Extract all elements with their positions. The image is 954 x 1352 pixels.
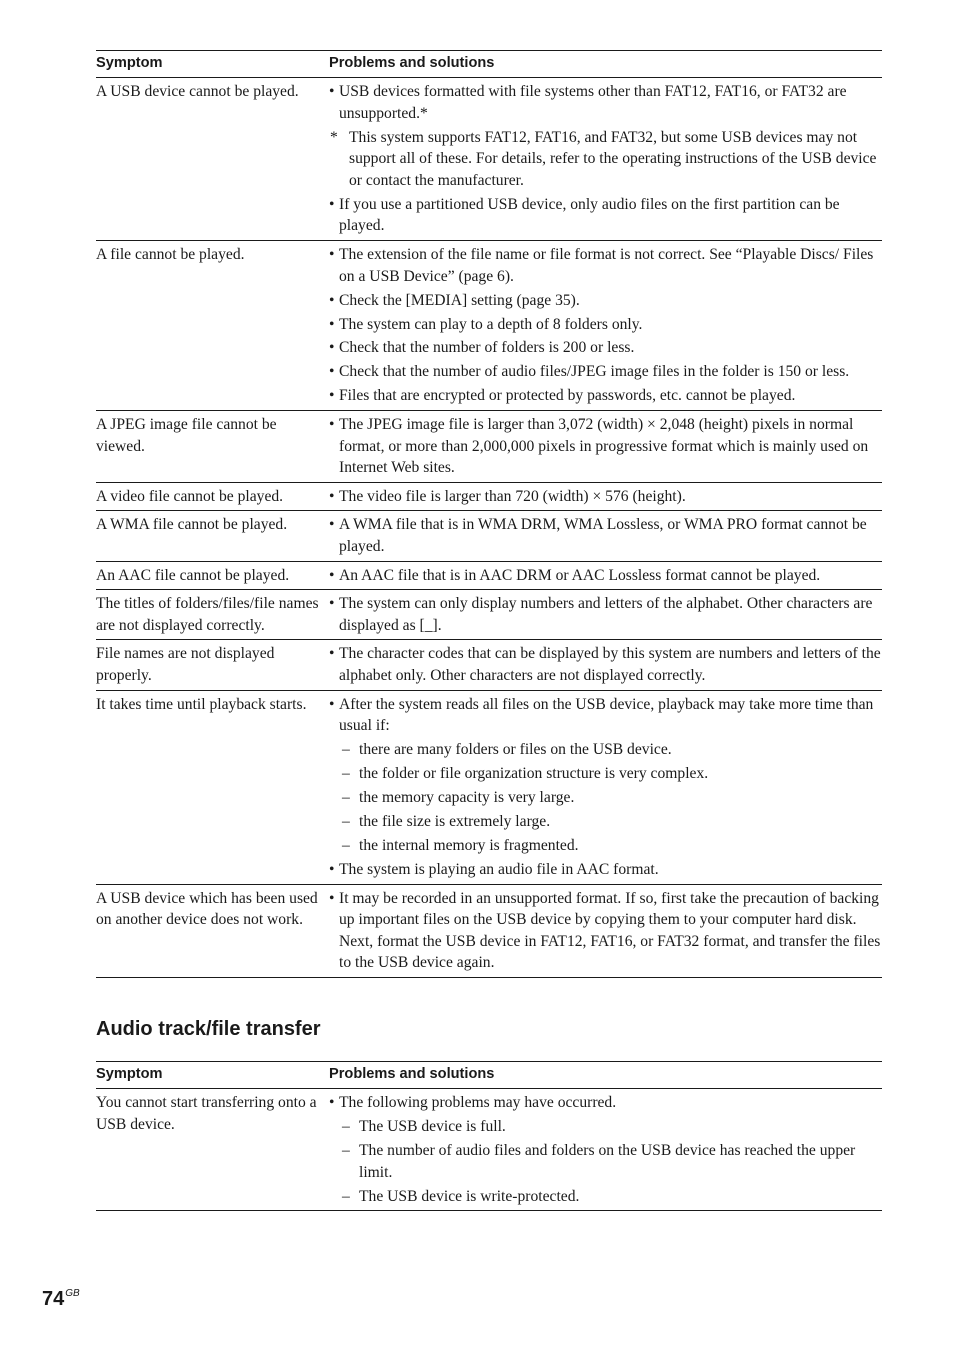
bullet-item — [329, 244, 882, 287]
table-row — [96, 483, 882, 512]
item-text: The number of audio files and folders on the USB device has reached the upper limit. — [359, 1141, 856, 1181]
bullet-marker: • — [329, 487, 335, 505]
bullet-item — [329, 414, 882, 479]
table-row — [96, 511, 882, 561]
section-title: Audio track/file transfer — [96, 1018, 321, 1040]
symptom-cell: A video file cannot be played. — [96, 487, 284, 505]
bullet-item — [329, 514, 882, 557]
solutions-header: Problems and solutions — [329, 1066, 495, 1082]
bullet-item — [329, 694, 882, 737]
table-row — [96, 562, 882, 591]
bullet-marker: • — [329, 516, 335, 534]
dash-marker: – — [342, 789, 350, 807]
bullet-item — [329, 337, 882, 359]
symptom-cell: A file cannot be played. — [96, 245, 245, 263]
bullet-item — [329, 81, 882, 124]
solutions-cell — [329, 486, 882, 508]
item-text: The character codes that can be displayed by this system are numbers and letters of the alphabet only. Other characters are not displayed correctly. — [339, 645, 881, 684]
footnote-item — [329, 127, 882, 192]
item-text: there are many folders or files on the USB device. — [359, 741, 672, 759]
solutions-cell — [329, 643, 882, 686]
table-row — [96, 691, 882, 885]
bullet-item — [329, 361, 882, 383]
troubleshooting-table-usb — [96, 50, 882, 978]
asterisk-marker: * — [330, 128, 338, 146]
item-text: Check the [MEDIA] setting (page 35). — [339, 291, 580, 309]
page-number-suffix: GB — [65, 1288, 80, 1299]
item-text: Files that are encrypted or protected by passwords, etc. cannot be played. — [339, 387, 796, 405]
bullet-marker: • — [329, 315, 335, 333]
bullet-marker: • — [329, 291, 335, 309]
item-text: The extension of the file name or file format is not correct. See “Playable Discs/ Files on a USB Device” (page 6). — [339, 245, 874, 285]
bullet-marker: • — [329, 695, 335, 713]
table-row — [96, 885, 882, 978]
bullet-marker: • — [329, 645, 335, 663]
table-body — [96, 78, 882, 978]
symptom-cell: The titles of folders/files/file names are not displayed correctly. — [96, 595, 319, 634]
table-row — [96, 640, 882, 690]
solutions-cell — [329, 888, 882, 974]
solutions-cell — [329, 244, 882, 407]
symptom-cell: A JPEG image file cannot be viewed. — [96, 416, 277, 455]
bullet-item — [329, 888, 882, 974]
bullet-item — [329, 565, 882, 587]
solutions-cell — [329, 593, 882, 636]
item-text: The video file is larger than 720 (width) × 576 (height). — [339, 487, 686, 505]
symptom-cell: A USB device cannot be played. — [96, 83, 299, 100]
page-number-value: 74 — [42, 1288, 65, 1310]
bullet-item — [329, 593, 882, 636]
bullet-marker: • — [329, 595, 335, 613]
page-number — [42, 1283, 80, 1311]
solutions-cell — [329, 694, 882, 881]
dash-marker: – — [342, 813, 350, 831]
bullet-item — [329, 486, 882, 508]
bullet-marker: • — [329, 387, 335, 405]
solutions-cell — [329, 565, 882, 587]
bullet-marker: • — [329, 889, 335, 907]
table-row — [96, 78, 882, 241]
solutions-cell — [329, 414, 882, 479]
bullet-marker: • — [329, 363, 335, 381]
item-text: the memory capacity is very large. — [359, 789, 575, 807]
bullet-item — [329, 859, 882, 881]
bullet-marker: • — [329, 566, 335, 584]
bullet-marker: • — [329, 195, 335, 213]
bullet-marker: • — [329, 339, 335, 357]
bullet-item — [329, 643, 882, 686]
table-header — [96, 50, 882, 78]
symptom-cell: An AAC file cannot be played. — [96, 566, 290, 584]
item-text: the internal memory is fragmented. — [359, 837, 579, 855]
item-text: The USB device is write-protected. — [359, 1187, 580, 1205]
item-text: After the system reads all files on the USB device, playback may take more time than usual if: — [339, 695, 874, 735]
symptom-cell: File names are not displayed properly. — [96, 645, 275, 684]
sub-item — [329, 811, 882, 833]
sub-item — [329, 787, 882, 809]
table-row — [96, 411, 882, 483]
item-text: USB devices formatted with file systems other than FAT12, FAT16, or FAT32 are unsupported.* — [339, 83, 847, 122]
bullet-item — [329, 1092, 882, 1114]
dash-marker: – — [342, 765, 350, 783]
dash-marker: – — [342, 837, 350, 855]
item-text: The following problems may have occurred. — [339, 1094, 617, 1111]
item-text: The USB device is full. — [359, 1117, 506, 1135]
sub-item — [329, 1140, 882, 1183]
dash-marker: – — [342, 1117, 350, 1135]
item-text: A WMA file that is in WMA DRM, WMA Lossless, or WMA PRO format cannot be played. — [339, 516, 867, 556]
solutions-cell — [329, 1092, 882, 1207]
bullet-item — [329, 385, 882, 407]
bullet-item — [329, 194, 882, 237]
symptom-header: Symptom — [96, 1066, 163, 1082]
bullet-marker: • — [329, 1094, 335, 1111]
item-text: This system supports FAT12, FAT16, and FAT32, but some USB devices may not support all of these. For details, refer to the operating instructions of the USB device or contact the manufacturer. — [349, 128, 877, 189]
sub-item — [329, 763, 882, 785]
sub-item — [329, 739, 882, 761]
item-text: The JPEG image file is larger than 3,072 (width) × 2,048 (height) pixels in normal format, or more than 2,000,000 pixels in progressive format which is mainly used on Internet Web sites. — [339, 416, 869, 477]
symptom-cell: You cannot start transferring onto a USB device. — [96, 1094, 317, 1133]
sub-item — [329, 1186, 882, 1208]
table-row — [96, 241, 882, 411]
item-text: An AAC file that is in AAC DRM or AAC Lossless format cannot be played. — [339, 566, 821, 584]
item-text: Check that the number of folders is 200 or less. — [339, 339, 635, 357]
item-text: the folder or file organization structure is very complex. — [359, 765, 709, 783]
item-text: The system is playing an audio file in AAC format. — [339, 861, 659, 879]
troubleshooting-table-transfer — [96, 1061, 882, 1211]
item-text: If you use a partitioned USB device, only audio files on the first partition can be played. — [339, 195, 840, 235]
bullet-marker: • — [329, 416, 335, 434]
solutions-cell — [329, 81, 882, 237]
bullet-marker: • — [329, 245, 335, 263]
bullet-marker: • — [329, 861, 335, 879]
table-header — [96, 1061, 882, 1089]
table-body — [96, 1089, 882, 1211]
item-text: The system can play to a depth of 8 folders only. — [339, 315, 643, 333]
table-row — [96, 590, 882, 640]
dash-marker: – — [342, 1141, 350, 1159]
item-text: Check that the number of audio files/JPEG image files in the folder is 150 or less. — [339, 363, 850, 381]
bullet-marker: • — [329, 83, 335, 100]
bullet-item — [329, 290, 882, 312]
solutions-cell — [329, 514, 882, 557]
symptom-cell: A USB device which has been used on another device does not work. — [96, 889, 318, 929]
item-text: the file size is extremely large. — [359, 813, 551, 831]
item-text: It may be recorded in an unsupported format. If so, first take the precaution of backing up important files on the USB device by copying them to your computer hard disk. Next, format the USB device in FAT12, FAT16, or FAT32 format, and transfer the files to the USB device again. — [339, 889, 881, 972]
table-row — [96, 1089, 882, 1211]
bullet-item — [329, 314, 882, 336]
dash-marker: – — [342, 741, 350, 759]
symptom-cell: A WMA file cannot be played. — [96, 516, 288, 534]
sub-item — [329, 1116, 882, 1138]
item-text: The system can only display numbers and letters of the alphabet. Other characters are displayed as [_]. — [339, 595, 873, 634]
symptom-header: Symptom — [96, 55, 163, 71]
solutions-header: Problems and solutions — [329, 55, 495, 71]
symptom-cell: It takes time until playback starts. — [96, 695, 307, 713]
sub-item — [329, 835, 882, 857]
dash-marker: – — [342, 1187, 350, 1205]
